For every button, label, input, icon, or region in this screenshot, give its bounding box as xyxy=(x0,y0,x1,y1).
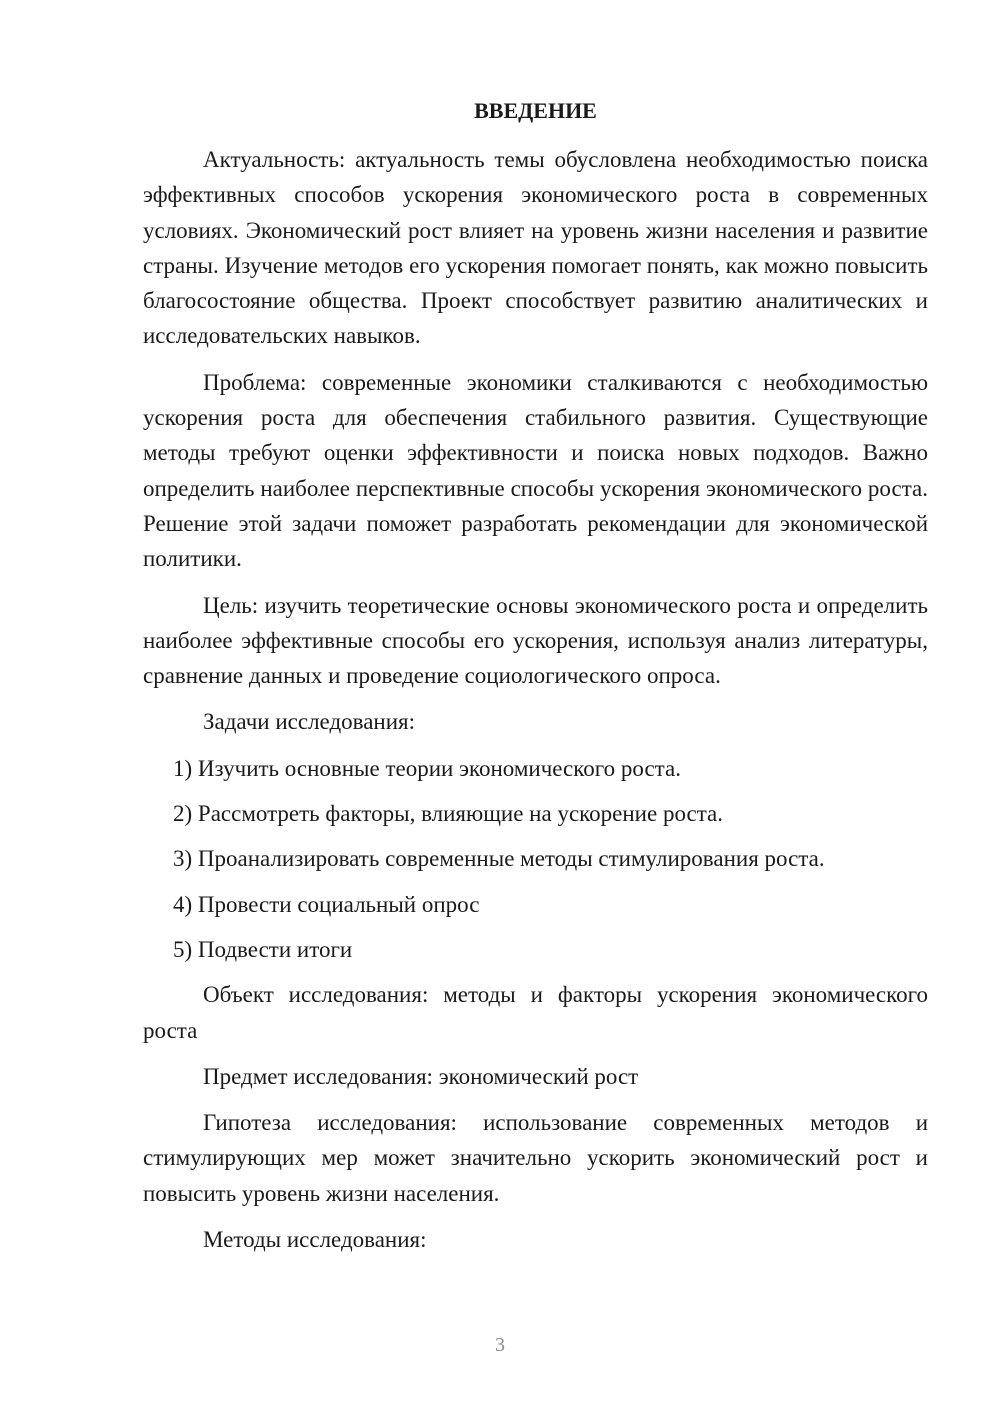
object-paragraph: Объект исследования: методы и факторы ускорения экономического роста xyxy=(143,982,928,1043)
subject-paragraph: Предмет исследования: экономический рост xyxy=(203,1063,639,1089)
tasks-list xyxy=(143,751,928,967)
list-item: 5) Подвести итоги xyxy=(173,936,353,962)
list-item: 4) Провести социальный опрос xyxy=(173,891,480,917)
problem-paragraph: Проблема: современные экономики сталкиваются с необходимостью ускорения роста для обеспечения стабильного развития. Существующие методы требуют оценки эффективности и поиска новых подходов. Важно определить наиболее перспективные способы ускорения экономического роста. Решение этой задачи поможет разработать рекомендации для экономической политики. xyxy=(143,369,928,572)
relevance-paragraph: Актуальность: актуальность темы обусловлена необходимостью поиска эффективных способов ускорения экономического роста в современных условиях. Экономический рост влияет на уровень жизни населения и развитие страны. Изучение методов его ускорения помогает понять, как можно повысить благосостояние общества. Проект способствует развитию аналитических и исследовательских навыков. xyxy=(143,147,928,349)
page-title: ВВЕДЕНИЕ xyxy=(474,98,597,123)
hypothesis-paragraph: Гипотеза исследования: использование современных методов и стимулирующих мер может значительно ускорить экономический рост и повысить уровень жизни населения. xyxy=(143,1110,928,1206)
tasks-heading: Задачи исследования: xyxy=(203,709,416,735)
list-item: 3) Проанализировать современные методы стимулирования роста. xyxy=(173,846,825,872)
list-item: 2) Рассмотреть факторы, влияющие на ускорение роста. xyxy=(173,801,724,827)
methods-heading: Методы исследования: xyxy=(203,1227,427,1253)
page-number: 3 xyxy=(495,1334,505,1356)
goal-paragraph: Цель: изучить теоретические основы экономического роста и определить наиболее эффективные способы его ускорения, используя анализ литературы, сравнение данных и проведение социологического опроса. xyxy=(143,592,928,689)
list-item: 1) Изучить основные теории экономического роста. xyxy=(173,755,681,781)
document-body xyxy=(143,142,928,1257)
